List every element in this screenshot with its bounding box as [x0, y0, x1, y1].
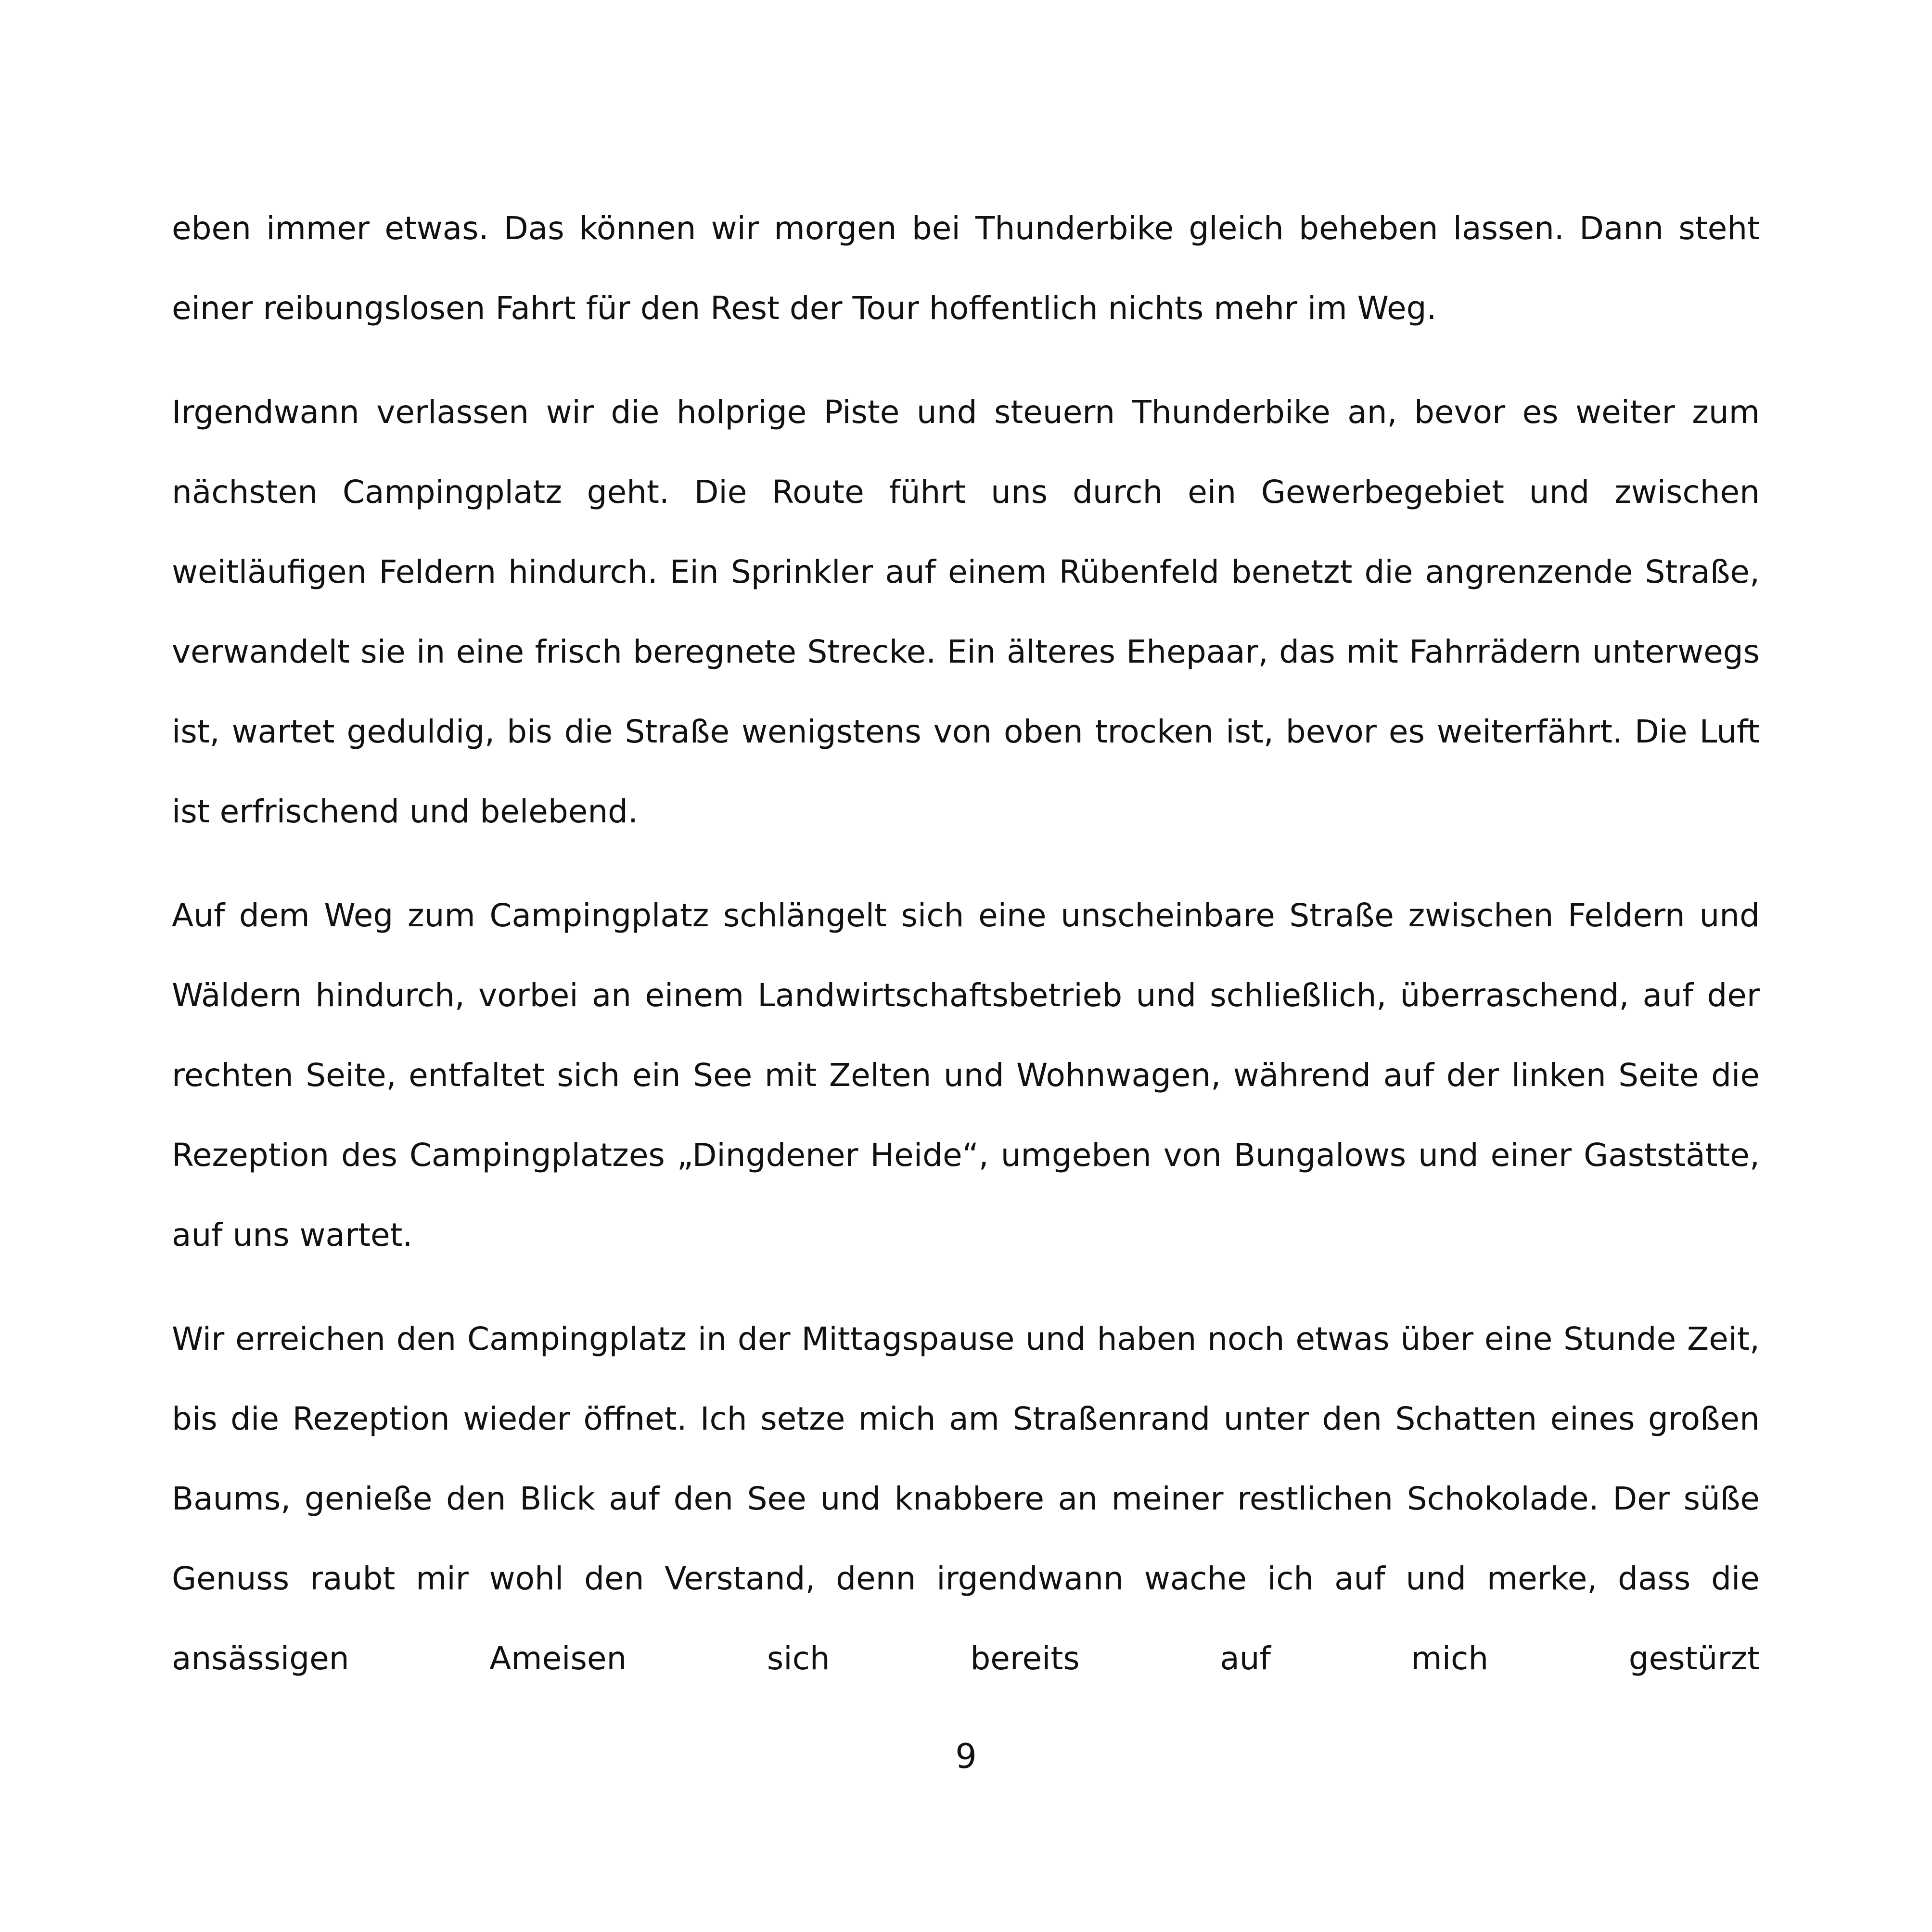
paragraph-3: Auf dem Weg zum Campingplatz schlängelt sich eine unscheinbare Straße zwischen Feldern und Wäldern hindurch, vorbei an einem Landwirtschaftsbetrieb und schließlich, überraschend, auf der rechten Seite, entfaltet sich ein See mit Zelten und Wohnwagen, während auf der linken Seite die Rezeption des Campingplatzes „Dingdener Heide“, umgeben von Bungalows und einer Gaststätte, auf uns wartet. [172, 897, 1760, 1254]
paragraph-4: Wir erreichen den Campingplatz in der Mittagspause und haben noch etwas über eine Stunde Zeit, bis die Rezeption wieder öffnet. Ich setze mich am Straßenrand unter den Schatten eines großen Baums, genieße den Blick auf den See und knabbere an meiner restlichen Schokolade. Der süße Genuss raubt mir wohl den Verstand, denn irgendwann wache ich auf und merke, dass die ansässigen Ameisen sich bereits auf mich gestürzt [172, 1320, 1760, 1677]
paragraph-1: eben immer etwas. Das können wir morgen bei Thunderbike gleich beheben lassen. Dann steht einer reibungslosen Fahrt für den Rest der Tour hoffentlich nichts mehr im Weg. [172, 210, 1760, 327]
paragraph-2: Irgendwann verlassen wir die holprige Piste und steuern Thunderbike an, bevor es weiter zum nächsten Campingplatz geht. Die Route führt uns durch ein Gewerbegebiet und zwischen weitläufigen Feldern hindurch. Ein Sprinkler auf einem Rübenfeld benetzt die angrenzende Straße, verwandelt sie in eine frisch beregnete Strecke. Ein älteres Ehepaar, das mit Fahrrädern unterwegs ist, wartet geduldig, bis die Straße wenigstens von oben trocken ist, bevor es weiterfährt. Die Luft ist erfrischend und belebend. [172, 394, 1760, 830]
page-number: 9 [955, 1737, 977, 1776]
body-text [172, 189, 1760, 1723]
